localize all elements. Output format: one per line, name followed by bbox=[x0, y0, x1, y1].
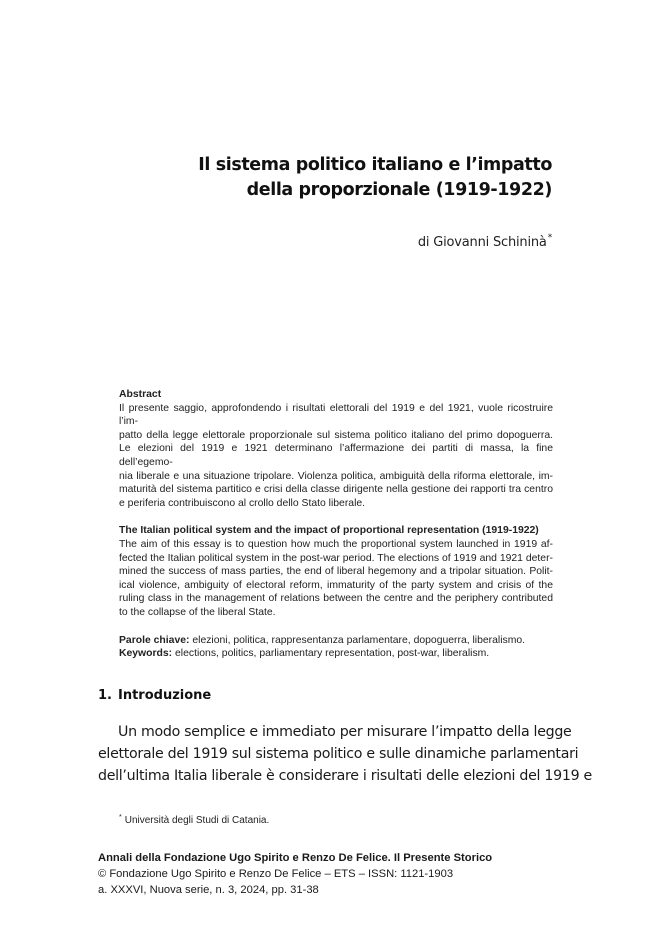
abstract-it-line: patto della legge elettorale proporzionale sul sistema politico italiano del primo dopoguerra. bbox=[119, 429, 553, 441]
author-name: di Giovanni Schininà bbox=[417, 235, 547, 250]
keywords-it-label: Parole chiave: bbox=[119, 634, 190, 646]
abstract-it-line: nia liberale e una situazione tripolare. Violenza politica, ambiguità della riforma elettorale, im- bbox=[119, 470, 553, 482]
abstract-it-line: Le elezioni del 1919 e 1921 determinano l’affermazione dei partiti di massa, la fine dell’egemo- bbox=[119, 443, 553, 468]
keywords-block bbox=[119, 634, 553, 661]
journal-issue: a. XXXVI, Nuova serie, n. 3, 2024, pp. 31-38 bbox=[98, 884, 319, 896]
abstract-en-line: to the collapse of the liberal State. bbox=[119, 606, 276, 618]
body-line: Un modo semplice e immediato per misurare l’impatto della legge bbox=[118, 724, 572, 740]
keywords-en bbox=[119, 647, 553, 661]
abstract-en-text bbox=[119, 538, 553, 620]
author-footnote-mark: * bbox=[547, 233, 552, 243]
footnote-mark: * bbox=[119, 814, 122, 821]
journal-copyright: © Fondazione Ugo Spirito e Renzo De Felice – ETS – ISSN: 1121-1903 bbox=[98, 868, 454, 880]
article-title bbox=[132, 153, 552, 203]
journal-info bbox=[98, 850, 492, 898]
body-line: elettorale del 1919 sul sistema politico e sulle dinamiche parlamentari bbox=[98, 746, 579, 762]
article-title-line-2: della proporzionale (1919-1922) bbox=[246, 180, 552, 200]
abstract-en-line: mined the success of mass parties, the end of liberal hegemony and a tripolar situation. Polit- bbox=[119, 566, 553, 578]
footnote bbox=[119, 814, 269, 826]
section-title: Introduzione bbox=[118, 688, 212, 703]
abstract-en-line: ical violence, ambiguity of electoral reform, immaturity of the party system and crisis of the bbox=[119, 579, 553, 591]
abstract-block bbox=[119, 388, 553, 661]
abstract-heading: Abstract bbox=[119, 389, 162, 400]
abstract-en-line: ruling class in the management of relations between the centre and the periphery contributed bbox=[119, 593, 553, 605]
keywords-en-label: Keywords: bbox=[119, 648, 173, 660]
keywords-en-text: elections, politics, parliamentary representation, post-war, liberalism. bbox=[172, 648, 490, 660]
abstract-it-line: e periferia contribuiscono al crollo dello Stato liberale. bbox=[119, 497, 366, 509]
abstract-en-heading: The Italian political system and the impact of proportional representation (1919-1922) bbox=[119, 525, 539, 537]
body-line: dell’ultima Italia liberale è considerare i risultati delle elezioni del 1919 e bbox=[98, 768, 592, 784]
keywords-it bbox=[119, 634, 553, 648]
section-heading bbox=[98, 688, 211, 703]
section-number: 1. bbox=[98, 688, 112, 703]
abstract-it-text bbox=[119, 402, 553, 511]
journal-name: Annali della Fondazione Ugo Spirito e Renzo De Felice. Il Presente Storico bbox=[98, 852, 493, 864]
keywords-it-text: elezioni, politica, rappresentanza parlamentare, dopoguerra, liberalismo. bbox=[189, 634, 526, 646]
article-author bbox=[418, 233, 552, 250]
abstract-it-line: Il presente saggio, approfondendo i risultati elettorali del 1919 e del 1921, vuole ricostruire l’im- bbox=[119, 402, 553, 428]
abstract-en-line: fected the Italian political system in the post-war period. The elections of 1919 and 1921 deter- bbox=[119, 552, 553, 564]
abstract-it-line: maturità del sistema partitico e crisi della classe dirigente nella gestione dei rapporti tra centro bbox=[119, 484, 553, 496]
article-title-line-1: Il sistema politico italiano e l’impatto bbox=[198, 155, 552, 175]
footnote-text: Università degli Studi di Catania. bbox=[124, 815, 270, 826]
abstract-en-line: The aim of this essay is to question how much the proportional system launched in 1919 af- bbox=[119, 538, 553, 550]
body-paragraph bbox=[98, 721, 592, 787]
